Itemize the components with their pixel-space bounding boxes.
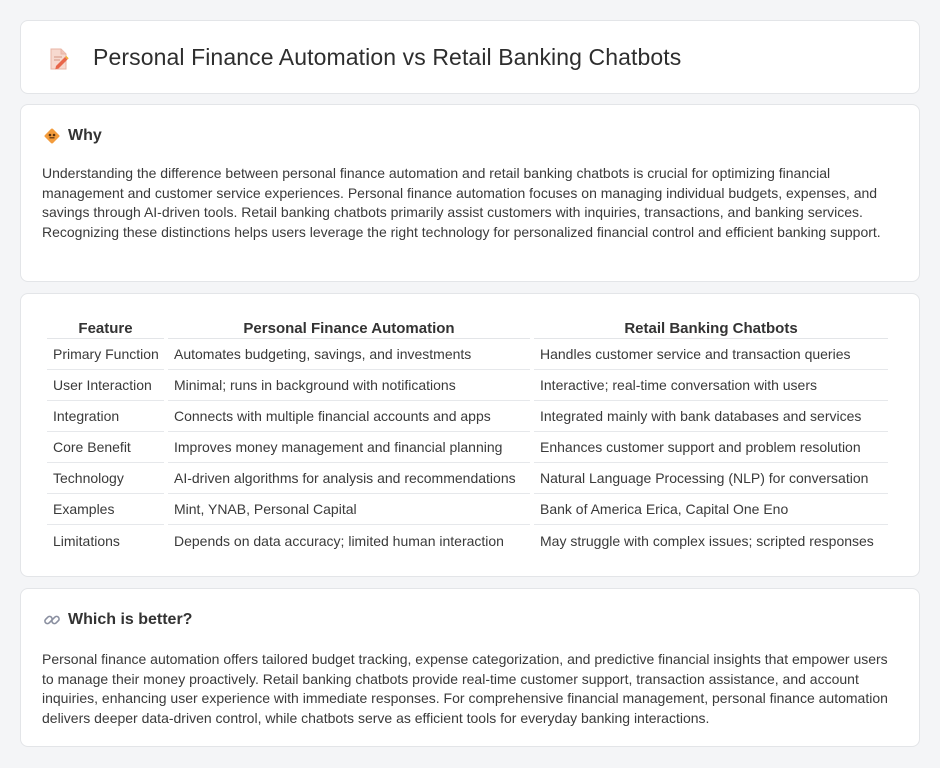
document-pencil-icon: [47, 47, 71, 71]
table-cell: Enhances customer support and problem resolution: [534, 432, 888, 463]
table-cell: Improves money management and financial planning: [168, 432, 530, 463]
table-cell: AI-driven algorithms for analysis and recommendations: [168, 463, 530, 494]
table-cell: Primary Function: [47, 339, 164, 370]
table-header-row: [47, 313, 888, 339]
column-header: Feature: [47, 313, 164, 339]
why-paragraph: Understanding the difference between personal finance automation and retail banking chatbots is crucial for optimizing financial management and customer service experiences. Personal finance automation focuses on managing individual budgets, expenses, and savings through AI-driven tools. Retail banking chatbots primarily assist customers with inquiries, transactions, and banking services. Recognizing these distinctions helps users leverage the right technology for personalized financial control and efficient banking support.: [42, 165, 881, 240]
why-heading-label: Why: [68, 127, 102, 144]
table-row: [47, 339, 888, 370]
better-heading-label: Which is better?: [68, 611, 193, 628]
table-cell: Minimal; runs in background with notifications: [168, 370, 530, 401]
table-cell: Core Benefit: [47, 432, 164, 463]
table-cell: Bank of America Erica, Capital One Eno: [534, 494, 888, 525]
table-cell: May struggle with complex issues; scripted responses: [540, 532, 874, 549]
table-row: [47, 525, 888, 556]
why-heading: [43, 127, 102, 145]
table-cell: Interactive; real-time conversation with users: [534, 370, 888, 401]
table-cell: User Interaction: [47, 370, 164, 401]
table-cell: Connects with multiple financial accounts and apps: [168, 401, 530, 432]
table-cell: Handles customer service and transaction queries: [534, 339, 888, 370]
diamond-warning-icon: [43, 127, 61, 145]
table-row: [47, 432, 888, 463]
table-cell: Integration: [47, 401, 164, 432]
table-cell: Automates budgeting, savings, and investments: [168, 339, 530, 370]
table-row: [47, 494, 888, 525]
which-is-better-section: [20, 588, 920, 747]
link-icon: [43, 611, 61, 629]
table-cell: Technology: [47, 463, 164, 494]
table-row: [47, 401, 888, 432]
comparison-section: [20, 293, 920, 577]
table-cell: Mint, YNAB, Personal Capital: [168, 494, 530, 525]
better-heading: [43, 611, 192, 629]
column-header: Personal Finance Automation: [168, 313, 530, 339]
table-cell: Depends on data accuracy; limited human interaction: [174, 532, 504, 549]
table-row: [47, 463, 888, 494]
why-section: [20, 104, 920, 282]
column-header: Retail Banking Chatbots: [534, 313, 888, 339]
table-cell: Limitations: [53, 532, 120, 549]
title-card: [20, 20, 920, 94]
table-row: [47, 370, 888, 401]
comparison-table: [43, 313, 892, 556]
table-cell: Natural Language Processing (NLP) for conversation: [534, 463, 888, 494]
better-paragraph: Personal finance automation offers tailored budget tracking, expense categorization, and predictive financial insights that empower users to manage their money proactively. Retail banking chatbots provide real-time customer support, transaction assistance, and account inquiries, enhancing user experience with immediate responses. For comprehensive financial management, personal finance automation delivers deeper data-driven control, while chatbots serve as efficient tools for everyday banking interactions.: [42, 651, 888, 726]
table-cell: Integrated mainly with bank databases and services: [534, 401, 888, 432]
page-title: Personal Finance Automation vs Retail Banking Chatbots: [93, 44, 682, 70]
table-cell: Examples: [47, 494, 164, 525]
